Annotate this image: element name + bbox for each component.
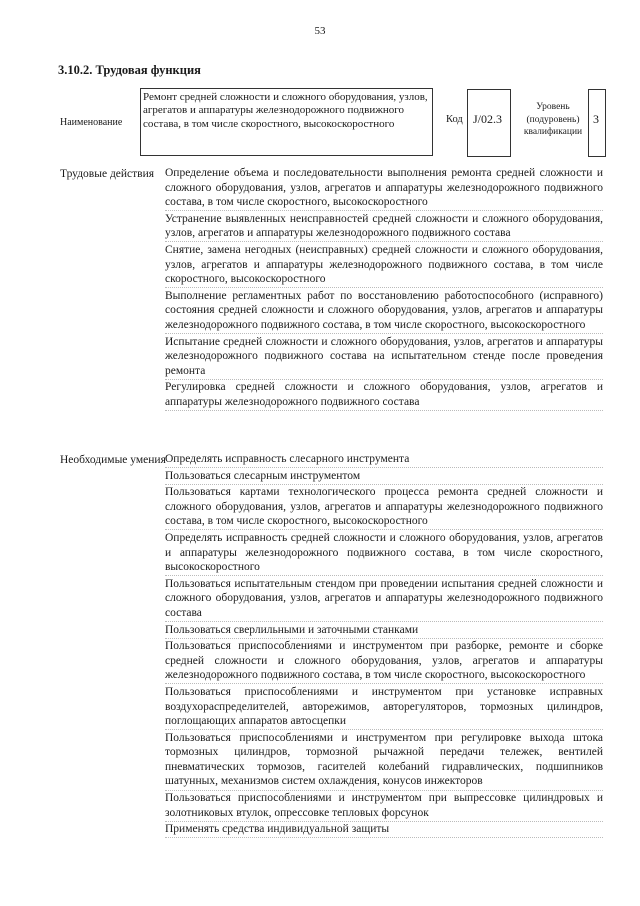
list-item: Применять средства индивидуальной защиты bbox=[165, 822, 603, 838]
list-item: Регулировка средней сложности и сложного оборудования, узлов, агрегатов и аппаратуры железнодорожного подвижного состава bbox=[165, 380, 603, 411]
labor-actions-label: Трудовые действия bbox=[60, 168, 155, 180]
list-item: Пользоваться приспособлениями и инструментом при выпрессовке цилиндровых и золотниковых втулок, опрессовке тепловых форсунок bbox=[165, 791, 603, 822]
page-number: 53 bbox=[314, 25, 326, 37]
level-label: Уровень (подуровень) квалификации bbox=[523, 102, 583, 137]
list-item: Испытание средней сложности и сложного оборудования, узлов, агрегатов и аппаратуры железнодорожного подвижного состава на испытательном стенде после проведения ремонта bbox=[165, 335, 603, 380]
required-skills-list bbox=[165, 452, 603, 839]
name-value: Ремонт средней сложности и сложного оборудования, узлов, агрегатов и аппаратуры железнодорожного подвижного состава, в том числе скоростного, высокоскоростного bbox=[143, 91, 428, 130]
list-item: Пользоваться слесарным инструментом bbox=[165, 469, 603, 485]
code-label: Код bbox=[446, 114, 463, 125]
level-value: 3 bbox=[593, 112, 599, 126]
required-skills-label: Необходимые умения bbox=[60, 454, 166, 466]
list-item: Пользоваться сверлильными и заточными станками bbox=[165, 623, 603, 639]
list-item: Снятие, замена негодных (неисправных) средней сложности и сложного оборудования, узлов, агрегатов и аппаратуры железнодорожного подвижного состава, в том числе скоростного, высокоскоростного bbox=[165, 243, 603, 288]
list-item: Пользоваться приспособлениями и инструментом при регулировке выхода штока тормозных цилиндров, тормозной рычажной передачи тележек, вентилей пневматических тормозов, гасителей колебаний гидравлических, подшипников шатунных, механизмов систем охлаждения, конусов инжекторов bbox=[165, 731, 603, 791]
list-item: Определять исправность средней сложности и сложного оборудования, узлов, агрегатов и аппаратуры железнодорожного подвижного состава, в том числе скоростного, высокоскоростного bbox=[165, 531, 603, 576]
list-item: Устранение выявленных неисправностей средней сложности и сложного оборудования, узлов, агрегатов и аппаратуры железнодорожного подвижного состава bbox=[165, 212, 603, 243]
list-item: Пользоваться приспособлениями и инструментом при разборке, ремонте и сборке средней сложности и сложного оборудования, узлов, агрегатов и аппаратуры железнодорожного подвижного состава, в том числе скоростного, высокоскоростного bbox=[165, 639, 603, 684]
section-title: 3.10.2. Трудовая функция bbox=[58, 63, 201, 77]
code-value: J/02.3 bbox=[473, 112, 503, 126]
list-item: Пользоваться приспособлениями и инструментом при установке исправных воздухораспределителей, авторежимов, авторегуляторов, тормозных цилиндров, поглощающих аппаратов автосцепки bbox=[165, 685, 603, 730]
list-item: Пользоваться картами технологического процесса ремонта средней сложности и сложного оборудования, узлов, агрегатов и аппаратуры железнодорожного подвижного состава, в том числе скоростного, высокоскоростного bbox=[165, 485, 603, 530]
list-item: Определение объема и последовательности выполнения ремонта средней сложности и сложного оборудования, узлов, агрегатов и аппаратуры железнодорожного подвижного состава, в том числе скоростного, высокоскоростного bbox=[165, 166, 603, 211]
list-item: Определять исправность слесарного инструмента bbox=[165, 452, 603, 468]
labor-actions-list bbox=[165, 166, 603, 412]
list-item: Выполнение регламентных работ по восстановлению работоспособного (исправного) состояния средней сложности и сложного оборудования, узлов, агрегатов и аппаратуры железнодорожного подвижного состава, в том числе скоростного, высокоскоростного bbox=[165, 289, 603, 334]
name-label: Наименование bbox=[60, 117, 123, 128]
list-item: Пользоваться испытательным стендом при проведении испытания средней сложности и сложного оборудования, узлов, агрегатов и аппаратуры железнодорожного подвижного состава bbox=[165, 577, 603, 622]
